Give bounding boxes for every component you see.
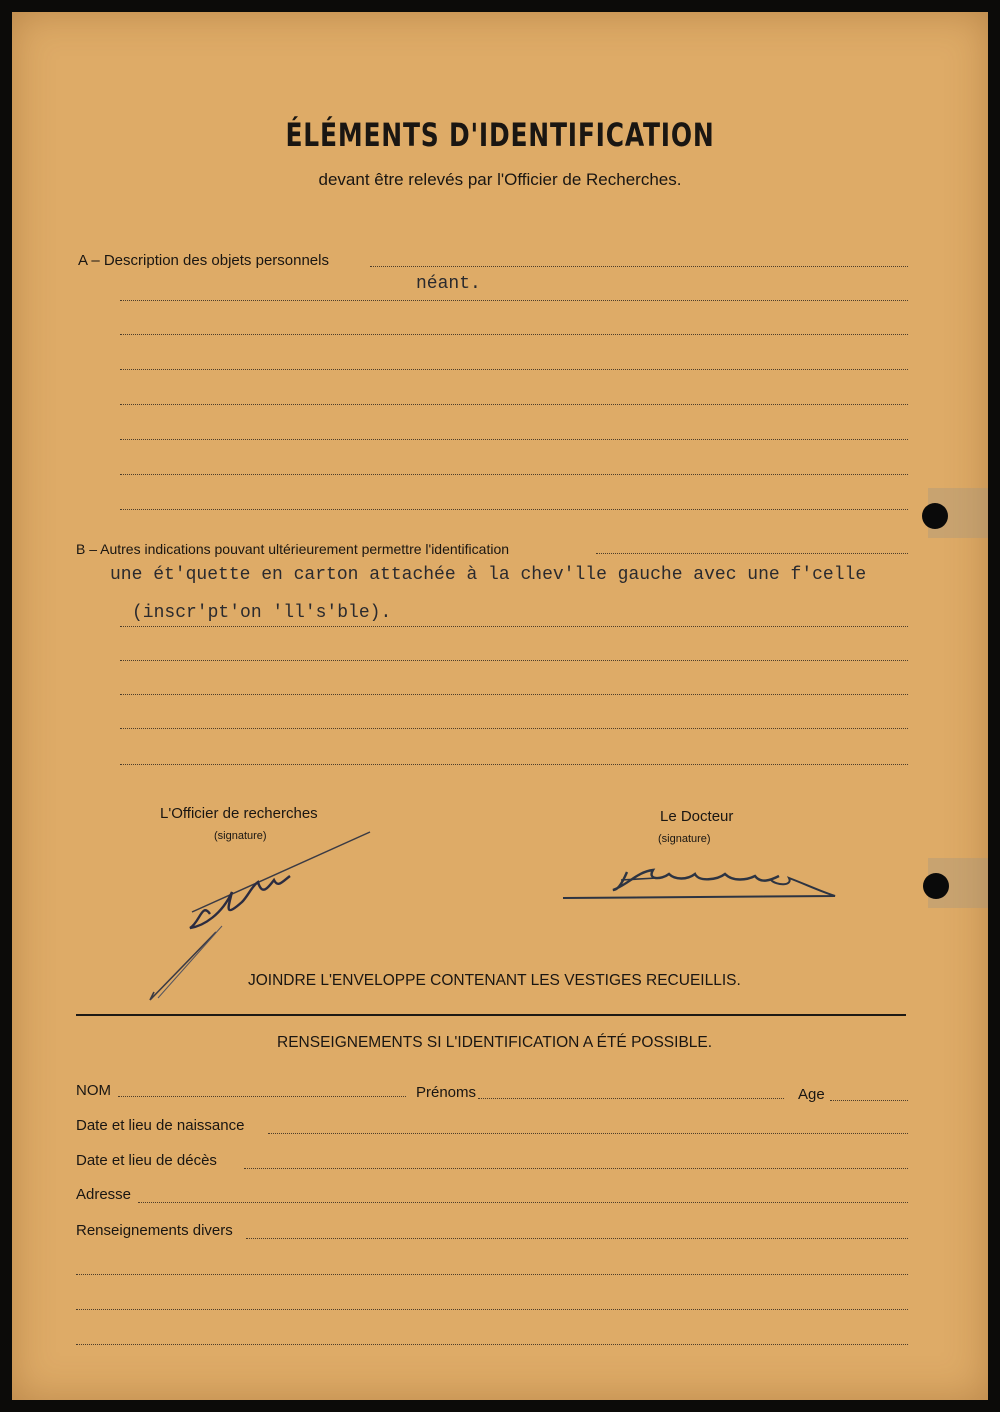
section-b-value-line1: une ét'quette en carton attachée à la chev'lle gauche avec une f'celle xyxy=(110,565,867,585)
dotted-line xyxy=(120,660,908,661)
nom-field xyxy=(118,1096,406,1097)
form-sheet xyxy=(12,12,988,1400)
doctor-signature xyxy=(557,850,847,910)
naissance-label: Date et lieu de naissance xyxy=(76,1117,245,1134)
doctor-signature-hint: (signature) xyxy=(658,833,711,845)
envelope-instruction: JOINDRE L'ENVELOPPE CONTENANT LES VESTIGES RECUEILLIS. xyxy=(248,972,741,989)
section-b-label: B – Autres indications pouvant ultérieurement permettre l'identification xyxy=(76,541,510,557)
dotted-line xyxy=(120,404,908,405)
officer-label: L'Officier de recherches xyxy=(160,805,318,822)
dotted-line xyxy=(120,728,908,729)
dotted-line xyxy=(120,369,908,370)
info-heading: RENSEIGNEMENTS SI L'IDENTIFICATION A ÉTÉ POSSIBLE. xyxy=(277,1034,713,1051)
dotted-line xyxy=(596,553,908,554)
deces-field xyxy=(244,1168,908,1169)
dotted-line xyxy=(370,266,908,267)
nom-label: NOM xyxy=(76,1082,111,1099)
prenoms-field xyxy=(478,1098,784,1099)
dotted-line xyxy=(120,300,908,301)
dotted-line xyxy=(120,439,908,440)
deces-label: Date et lieu de décès xyxy=(76,1152,217,1169)
doctor-label: Le Docteur xyxy=(660,808,734,825)
age-label: Age xyxy=(798,1086,825,1103)
form-title: ÉLÉMENTS D'IDENTIFICATION xyxy=(285,116,715,154)
dotted-line xyxy=(76,1309,908,1310)
section-a-value: néant. xyxy=(416,274,481,294)
dotted-line xyxy=(120,474,908,475)
punch-hole xyxy=(923,873,949,899)
dotted-line xyxy=(120,694,908,695)
divers-field xyxy=(246,1238,908,1239)
dotted-line xyxy=(76,1274,908,1275)
adresse-field xyxy=(138,1202,908,1203)
section-a-label: A – Description des objets personnels xyxy=(78,252,329,269)
form-subtitle: devant être relevés par l'Officier de Recherches. xyxy=(318,170,682,189)
adresse-label: Adresse xyxy=(76,1186,132,1203)
officer-signature-hint: (signature) xyxy=(214,830,267,842)
divers-label: Renseignements divers xyxy=(76,1222,233,1239)
naissance-field xyxy=(268,1133,908,1134)
dotted-line xyxy=(120,764,908,765)
dotted-line xyxy=(120,626,908,627)
dotted-line xyxy=(120,334,908,335)
prenoms-label: Prénoms xyxy=(416,1084,477,1101)
section-divider xyxy=(76,1014,906,1016)
dotted-line xyxy=(120,509,908,510)
age-field xyxy=(830,1100,908,1101)
dotted-line xyxy=(76,1344,908,1345)
section-b-value-line2: (inscr'pt'on 'll's'ble). xyxy=(132,603,392,623)
punch-hole xyxy=(922,503,948,529)
